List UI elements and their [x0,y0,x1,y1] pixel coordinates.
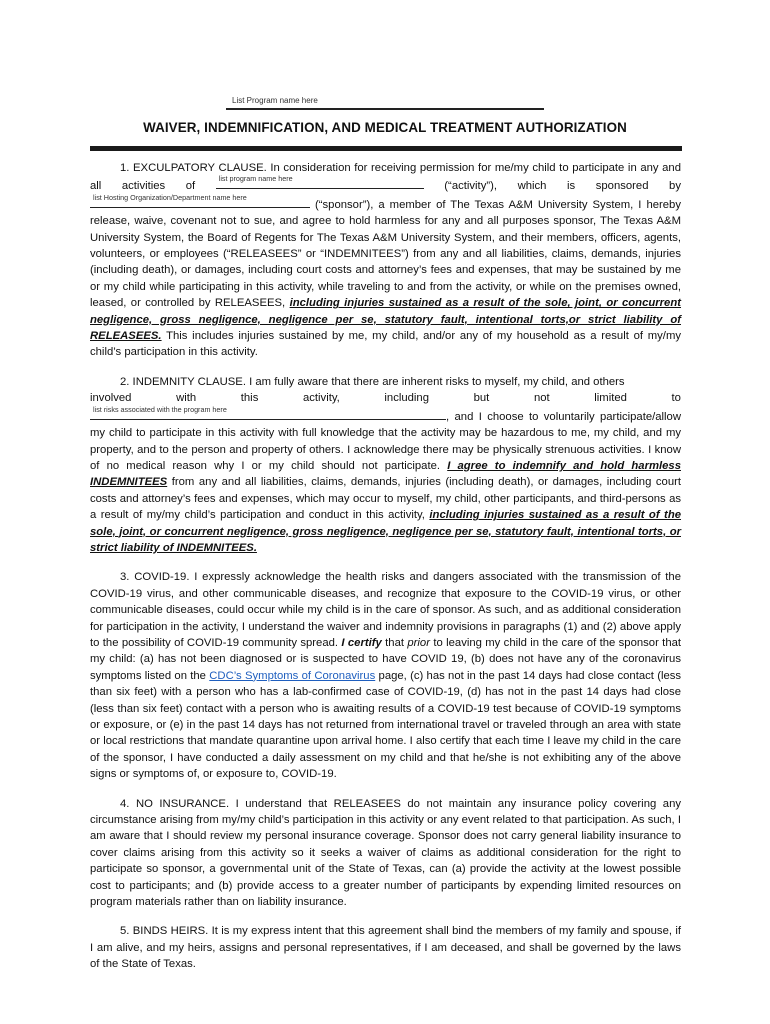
risks-field[interactable]: list risks associated with the program here [90,407,446,420]
document-body [90,160,681,973]
certify-emphasis: I certify [341,636,382,649]
exculpatory-clause: 1. EXCULPATORY CLAUSE. In consideration for receiving permission for me/my child to participate in any and all activities of list program name here (“activity”), which is sponsored by list Hosting Organization/Department name here (“sponsor”), a member of The Texas A&M University System, I hereby release, waive, covenant not to sue, and agree to hold harmless for any and all purposes sponsor, The Texas A&M University System, the Board of Regents for The Texas A&M University System, and their members, officers, agents, volunteers, or employees (“RELEASEES” or “INDEMNITEES”) from any and all liabilities, claims, demands, injuries (including death), or damages, including court costs and attorney’s fees and expenses, that may be sustained by me or my child while participating in this activity, while traveling to and from the activity, or while on the premises owned, leased, or controlled by RELEASEES, including injuries sustained as a result of the sole, joint, or concurrent negligence, gross negligence, negligence per se, statutory fault, intentional torts,or strict liability of RELEASEES. This includes injuries sustained by me, my child, and/or any of my household as a result of my/my child’s participation in this activity. [90,162,682,359]
indemnity-emphasis: including injuries sustained as a result of the sole, joint, or concurrent negligence, gross negligence, negligence per se, statutory fault, intentional torts, or strict liability of INDEMNITEES. [90,509,682,554]
document-title: WAIVER, INDEMNIFICATION, AND MEDICAL TREATMENT AUTHORIZATION [143,120,627,135]
indemnity-clause: 2. INDEMNITY CLAUSE. I am fully aware that there are inherent risks to myself, my child, and others [120,375,625,388]
title-divider [90,146,682,151]
heirs-clause: 5. BINDS HEIRS. It is my express intent that this agreement shall bind the members of my family and spouse, if I am alive, and my heirs, assigns and personal representatives, if I am deceased, and shall be governed by the laws of the State of Texas. [90,925,681,971]
cdc-symptoms-link[interactable]: CDC’s Symptoms of Coronavirus [209,669,376,682]
insurance-clause: 4. NO INSURANCE. I understand that RELEASEES do not maintain any insurance policy covering any circumstance arising from my/my child’s participation in this activity or any event related to that participation. As such, I am aware that I should review my personal insurance coverage. Sponsor does not carry general liability insurance to cover claims arising from this activity so it seeks a waiver of claims as additional consideration for the right to participate so sponsor, a governmental unit of the State of Texas, can (a) provide the activity at the lowest possible cost to participants; and (b) provide access to a greater number of participants by expending limited resources on program materials rather than on liability insurance. [90,797,681,909]
activity-name-field[interactable]: list program name here [216,176,424,189]
exculpatory-emphasis: including injuries sustained as a result of the sole, joint, or concurrent negligence, gross negligence, negligence per se, statutory fault, intentional torts,or strict liability of RELEASEES. [90,297,682,343]
program-name-field[interactable] [226,94,544,110]
indemnity-clause-cont: list risks associated with the program here , and I choose to voluntarily participate/allow my child to participate in this activity with full knowledge that the activity may be hazardous to me, my child, and my property, and to the person and property of others. I acknowledge there may be physically strenuous activities. I know of no medical reason why I or my child should not participate. I agree to indemnify and hold harmless INDEMNITEES from any and all liabilities, claims, demands, injuries (including death), or damages, including court costs and attorney’s fees and expenses, which may occur to myself, my child, other participants, and third-persons as a result of my/my child’s participation and conduct in this activity, including injuries sustained as a result of the sole, joint, or concurrent negligence, gross negligence, negligence per se, statutory fault, intentional torts, or strict liability of INDEMNITEES. [90,404,682,554]
indemnify-emphasis: I agree to indemnify and hold harmless INDEMNITEES [90,459,681,489]
covid-clause: 3. COVID-19. I expressly acknowledge the health risks and dangers associated with the transmission of the COVID-19 virus, and other communicable diseases, and recognize that exposure to the COVID-19 virus, or other communicable diseases, could occur while my child is in the care of sponsor. As such, and as additional consideration for participation in the activity, I understand the waiver and indemnity provisions in paragraphs (1) and (2) above apply to the possibility of COVID-19 community spread. I certify that prior to leaving my child in the care of the sponsor that my child: (a) has not been diagnosed or is suspected to have COVID 19, (b) does not have any of the coronavirus symptoms listed on the CDC’s Symptoms of Coronavirus page, (c) has not in the past 14 days had close contact (less than six feet) with a person who has a lab-confirmed case of COVID-19, (d) has not in the past 14 days had close (less than six feet) contact with a person who is awaiting results of a COVID-19 test because of COVID-19 symptoms or exposure, or (e) in the past 14 days has not returned from international travel or traveled through an area with state or local restrictions that mandate quarantine upon arrival home. I also certify that each time I leave my child in the care of the sponsor, I have conducted a daily assessment on my child and that he/she is not exhibiting any of the above signs or symptoms of, or exposure to, COVID-19. [90,571,682,781]
hosting-org-field[interactable]: list Hosting Organization/Department name here [90,195,310,208]
indemnity-spread-line: involved with this activity, including but not limited to [90,392,681,405]
program-name-placeholder: List Program name here [232,96,318,105]
